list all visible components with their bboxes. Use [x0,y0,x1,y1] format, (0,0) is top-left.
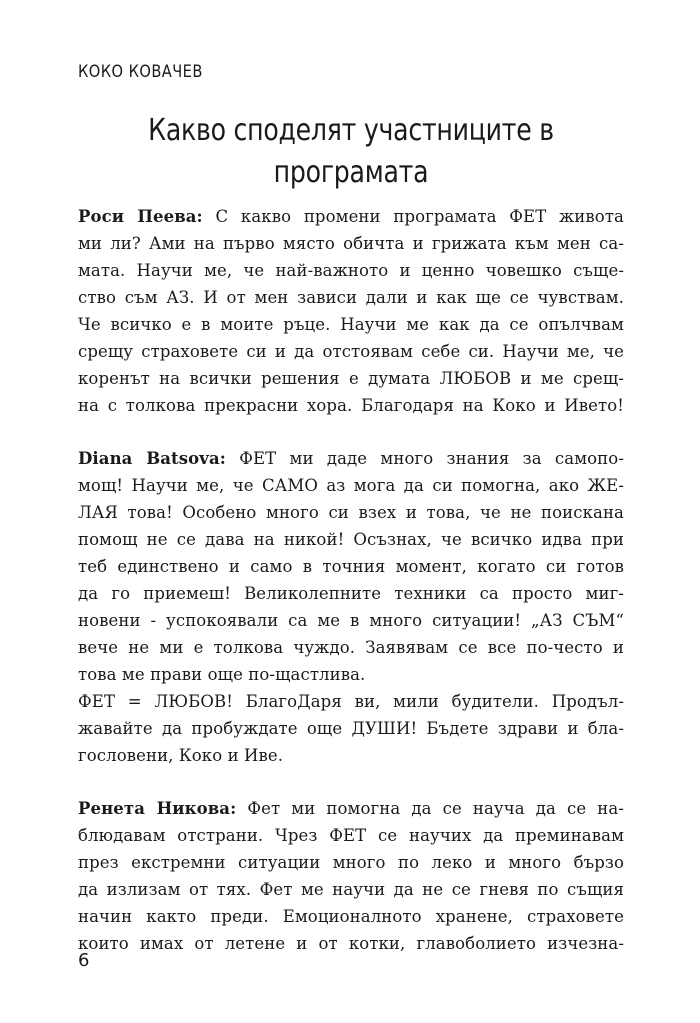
chapter-title-line-2: програмата [273,155,429,190]
text-line: Diana Batsova: ФЕТ ми даде много знания за самопо- [78,449,624,468]
author-name: Роси Пеева: [78,207,203,226]
text-line: ство съм АЗ. И от мен зависи дали и как ще се чувствам. [78,288,624,307]
text-line: гословени, Коко и Иве. [78,746,284,765]
text-line: ЛАЯ това! Особено много си взех и това, че не поискана [78,503,624,522]
testimonial-rosi-peeva [78,203,624,419]
body-text [78,203,624,983]
running-head: КОКО КОВАЧЕВ [78,62,203,82]
text-line: на с толкова прекрасни хора. Благодаря на Коко и Ивето! [78,396,624,415]
text-line: Че всичко е в моите ръце. Научи ме как да се опълчвам [78,315,624,334]
text-line: жавайте да пробуждате още ДУШИ! Бъдете здрави и бла- [78,719,624,738]
testimonial-diana-batsova [78,445,624,769]
text-line: през екстремни ситуации много по леко и много бързо [78,853,624,872]
text-line: мата. Научи ме, че най-важното и ценно човешко съще- [78,261,624,280]
text-line: които имах от летене и от котки, главоболието изчезна- [78,934,624,953]
text-line: блюдавам отстрани. Чрез ФЕТ се научих да преминавам [78,826,624,845]
text-line: ФЕТ = ЛЮБОВ! БлагоДаря ви, мили будители. Продъл- [78,692,624,711]
chapter-title-line-1: Какво споделят участниците в [148,113,554,148]
page-number: 6 [78,950,90,971]
text-line: това ме прави още по-щастлива. [78,665,366,684]
text-line: Ренета Никова: Фет ми помогна да се науча да се на- [78,799,624,818]
text-line: срещу страховете си и да отстоявам себе си. Научи ме, че [78,342,624,361]
author-name: Ренета Никова: [78,799,237,818]
text-line: Роси Пеева: С какво промени програмата ФЕТ живота [78,207,624,226]
text-line: да го приемеш! Великолепните техники са просто миг- [78,584,624,603]
text-line: ми ли? Ами на първо място обичта и грижата към мен са- [78,234,624,253]
text-line: вече не ми е толкова чуждо. Заявявам се все по-често и [78,638,624,657]
text-line: мощ! Научи ме, че САМО аз мога да си помогна, ако ЖЕ- [78,476,624,495]
text-line: да излизам от тях. Фет ме научи да не се гневя по същия [78,880,624,899]
testimonial-reneta-nikova [78,795,624,957]
text-line: помощ не се дава на никой! Осъзнах, че всичко идва при [78,530,624,549]
text-line: начин както преди. Емоционалното хранене, страховете [78,907,624,926]
text-line: новени - успокоявали са ме в много ситуации! „АЗ СЪМ“ [78,611,624,630]
chapter-title [78,110,624,194]
author-name: Diana Batsova: [78,449,226,468]
text-line: теб единствено и само в точния момент, когато си готов [78,557,624,576]
text-line: коренът на всички решения е думата ЛЮБОВ и ме срещ- [78,369,624,388]
